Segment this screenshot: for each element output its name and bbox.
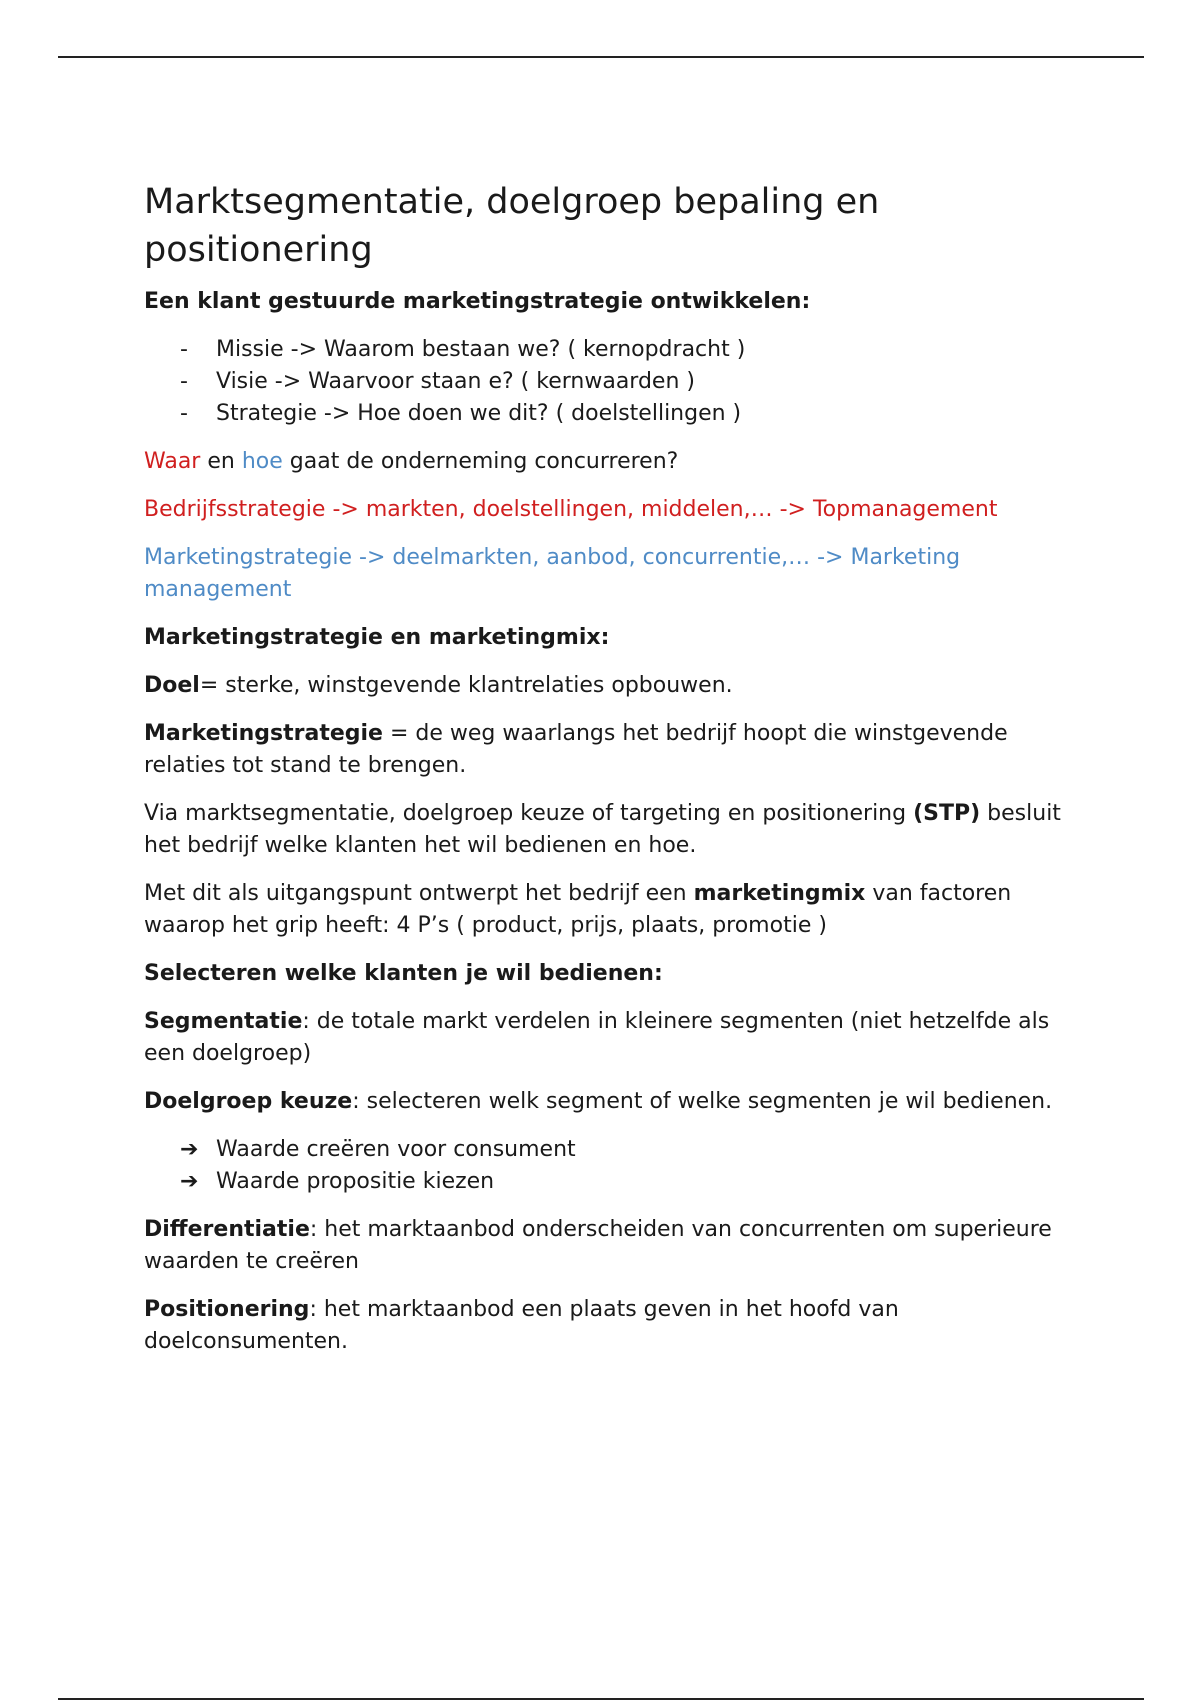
differentiatie-paragraph: Differentiatie: het marktaanbod onderscheiden van concurrenten om superieure waarden te creëren — [144, 1217, 1052, 1274]
stp-paragraph: Via marktsegmentatie, doelgroep keuze of targeting en positionering (STP) besluit het bedrijf welke klanten het wil bedienen en hoe. — [144, 801, 1061, 858]
section-heading-customers: Selecteren welke klanten je wil bedienen: — [144, 961, 663, 986]
hoe-word: hoe — [241, 449, 283, 474]
list-item: ➔ Waarde creëren voor consument — [144, 1134, 1074, 1166]
dash-marker: - — [180, 401, 188, 426]
bedrijfsstrategie-line: Bedrijfsstrategie -> markten, doelstellingen, middelen,… -> Topmanagement — [144, 497, 998, 522]
section-heading-mix: Marketingstrategie en marketingmix: — [144, 625, 610, 650]
dash-marker: - — [180, 369, 188, 394]
page-title: Marktsegmentatie, doelgroep bepaling en positionering — [144, 182, 880, 270]
dash-marker: - — [180, 337, 188, 362]
list-item: - Strategie -> Hoe doen we dit? ( doelstellingen ) — [144, 398, 1074, 430]
marketingstrategie-definition: Marketingstrategie = de weg waarlangs het bedrijf hoopt die winstgevende relaties tot stand te brengen. — [144, 721, 1008, 778]
list-item: ➔ Waarde propositie kiezen — [144, 1166, 1074, 1198]
value-list — [144, 1134, 1074, 1198]
segmentatie-paragraph: Segmentatie: de totale markt verdelen in kleinere segmenten (niet hetzelfde als een doelgroep) — [144, 1009, 1050, 1066]
top-rule — [58, 56, 1144, 58]
mission-vision-list — [144, 334, 1074, 430]
marketingstrategie-line: Marketingstrategie -> deelmarkten, aanbod, concurrentie,… -> Marketing management — [144, 545, 961, 602]
list-item: - Visie -> Waarvoor staan e? ( kernwaarden ) — [144, 366, 1074, 398]
competition-question: Waar en hoe gaat de onderneming concurreren? — [144, 449, 679, 474]
section-heading-strategy: Een klant gestuurde marketingstrategie ontwikkelen: — [144, 289, 811, 314]
arrow-icon: ➔ — [180, 1137, 199, 1162]
doel-paragraph: Doel= sterke, winstgevende klantrelaties opbouwen. — [144, 673, 733, 698]
doelgroep-paragraph: Doelgroep keuze: selecteren welk segment of welke segmenten je wil bedienen. — [144, 1089, 1053, 1114]
document-body — [144, 178, 1074, 1374]
marketingmix-paragraph: Met dit als uitgangspunt ontwerpt het bedrijf een marketingmix van factoren waarop het grip heeft: 4 P’s ( product, prijs, plaats, promotie ) — [144, 881, 1012, 938]
waar-word: Waar — [144, 449, 201, 474]
list-item: - Missie -> Waarom bestaan we? ( kernopdracht ) — [144, 334, 1074, 366]
positionering-paragraph: Positionering: het marktaanbod een plaats geven in het hoofd van doelconsumenten. — [144, 1297, 899, 1354]
arrow-icon: ➔ — [180, 1169, 199, 1194]
